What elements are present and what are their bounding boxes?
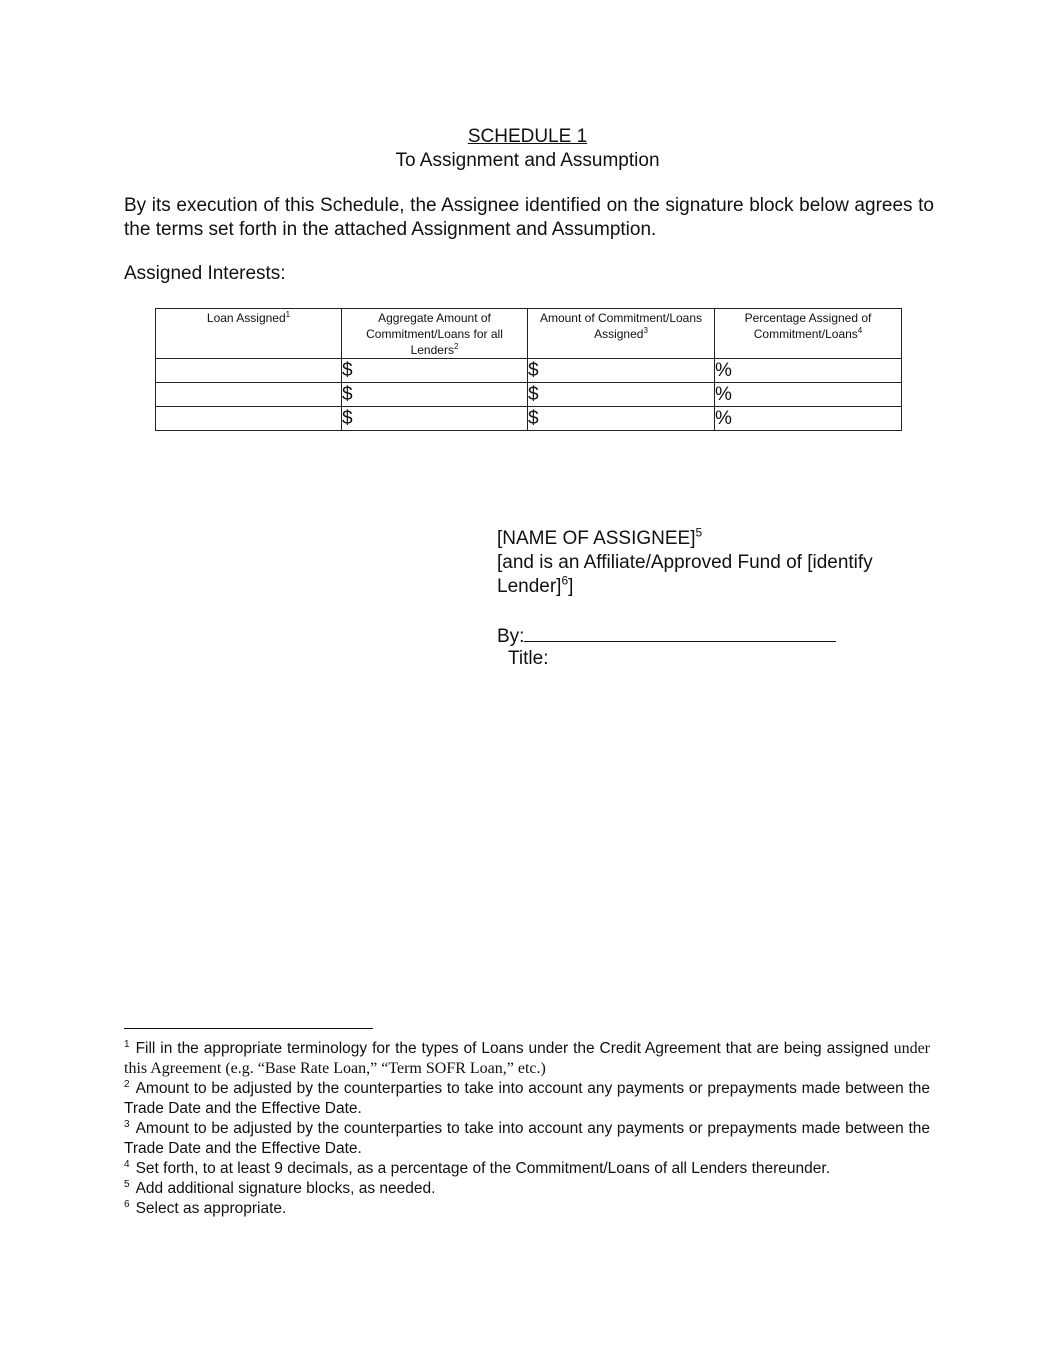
footnote-ref: 5 (695, 525, 703, 540)
amount-assigned-cell: $ (528, 383, 715, 407)
loan-assigned-cell (156, 359, 342, 383)
aggregate-amount-cell: $ (342, 383, 528, 407)
percentage-assigned-cell: % (715, 383, 902, 407)
column-header-amount-assigned: Amount of Commitment/Loans Assigned$^3$ (528, 309, 715, 359)
table-header-row (156, 309, 902, 359)
amount-assigned-cell: $ (528, 407, 715, 431)
signature-block (497, 527, 927, 599)
percentage-assigned-cell: % (715, 407, 902, 431)
schedule-subtitle: To Assignment and Assumption (395, 150, 660, 171)
loan-assigned-cell (156, 383, 342, 407)
footnote-ref: 3 (643, 326, 648, 335)
by-label: By: (497, 626, 525, 647)
table-row (156, 383, 902, 407)
affiliate-line: [and is an Affiliate/Approved Fund of [identify Lender]$^6$] (497, 552, 873, 597)
footnote-ref: 2 (453, 342, 459, 351)
percentage-assigned-cell: % (715, 359, 902, 383)
intro-paragraph: By its execution of this Schedule, the Assignee identified on the signature block below agrees to the terms set forth in the attached Assignment and Assumption. (124, 195, 934, 240)
footnote-5: $^5$ Add additional signature blocks, as needed. (124, 1178, 436, 1197)
column-header-aggregate-amount: Aggregate Amount of Commitment/Loans for all Lenders$^2$ (342, 309, 528, 359)
signature-by-line (497, 623, 836, 649)
footnote-4: $^4$ Set forth, to at least 9 decimals, as a percentage of the Commitment/Loans of all Lenders thereunder. (124, 1158, 831, 1177)
signature-rule (524, 623, 836, 642)
loan-assigned-cell (156, 407, 342, 431)
footnote-ref: 1 (285, 310, 291, 319)
footnote-2: $^2$ Amount to be adjusted by the counterparties to take into account any payments or prepayments made between the Trade Date and the Effective Date. (124, 1078, 930, 1117)
footnote-ref: 4 (857, 326, 863, 335)
signature-title-line: Title: (508, 648, 549, 669)
table-row (156, 359, 902, 383)
aggregate-amount-cell: $ (342, 359, 528, 383)
assignee-name-line: [NAME OF ASSIGNEE]$^5$ (497, 525, 703, 549)
footnote-1: $^1$ Fill in the appropriate terminology for the types of Loans under the Credit Agreement that are being assigned under this Agreement (e.g. “Base Rate Loan,” “Term SOFR Loan,” etc.) (124, 1038, 930, 1077)
table-row (156, 407, 902, 431)
assigned-interests-table (155, 308, 902, 431)
column-header-loan-assigned: Loan Assigned$^1$ (156, 309, 342, 359)
aggregate-amount-cell: $ (342, 407, 528, 431)
footnote-ref: 6 (561, 573, 569, 588)
schedule-title: SCHEDULE 1 (467, 126, 588, 147)
footnote-6: $^6$ Select as appropriate. (124, 1198, 287, 1217)
footnote-separator (124, 1028, 373, 1029)
amount-assigned-cell: $ (528, 359, 715, 383)
column-header-percentage-assigned: Percentage Assigned of Commitment/Loans$^4$ (715, 309, 902, 359)
footnote-3: $^3$ Amount to be adjusted by the counterparties to take into account any payments or prepayments made between the Trade Date and the Effective Date. (124, 1118, 930, 1157)
footnotes (124, 1039, 930, 1219)
assigned-interests-label: Assigned Interests: (124, 263, 286, 284)
